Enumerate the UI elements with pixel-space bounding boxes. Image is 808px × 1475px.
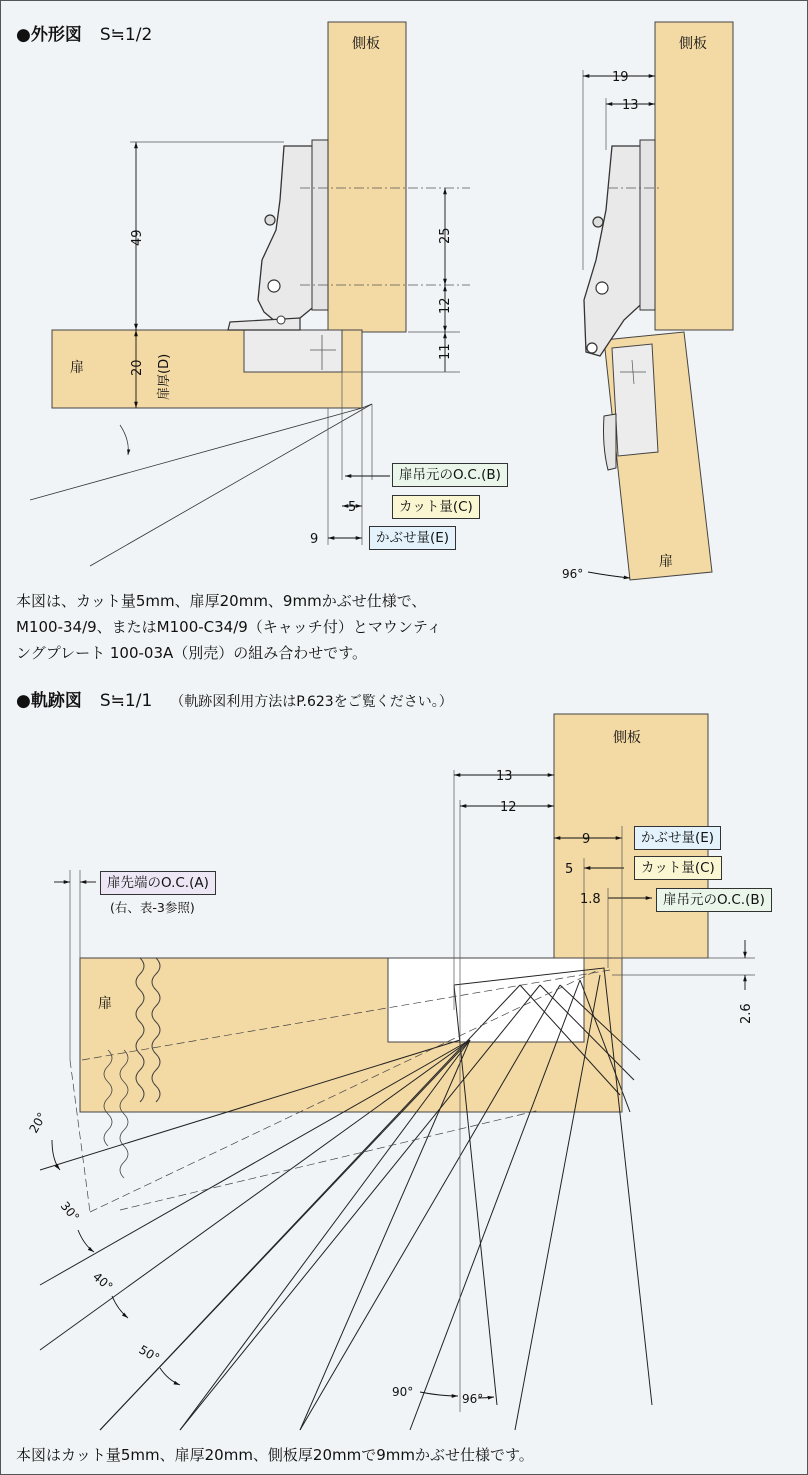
- trace-dim-5: 5: [565, 862, 574, 877]
- dim-9: 9: [310, 532, 319, 547]
- trace-dim-12: 12: [500, 800, 517, 815]
- trace-ref-note: (右、表-3参照): [110, 900, 195, 915]
- angle-90: 90°: [392, 1385, 414, 1399]
- footer-note: 本図はカット量5mm、扉厚20mm、側板厚20mmで9mmかぶせ仕様です。: [16, 1446, 534, 1464]
- trace-dim-9: 9: [582, 832, 591, 847]
- mounting-plate-open: [640, 140, 655, 310]
- side-panel-right: [655, 22, 733, 330]
- trajectory-drawing: [40, 714, 755, 1430]
- angle-96: 96°: [562, 567, 584, 581]
- cup-open: [612, 344, 658, 456]
- tag-oc-b: 扉吊元のO.C.(B): [392, 463, 508, 487]
- trace-tag-oc-b: 扉吊元のO.C.(B): [656, 888, 772, 912]
- tag-cut-c: カット量(C): [392, 495, 480, 519]
- door-label-trace: 扉: [98, 996, 112, 1012]
- description: [16, 588, 442, 666]
- section-outline-heading: [16, 20, 152, 45]
- angle-30: 30°: [57, 1198, 83, 1225]
- door-label-open: 扉: [659, 554, 673, 570]
- angle-96-trace: 96°: [462, 1392, 484, 1406]
- description-line-3: ングプレート 100-03A（別売）の組み合わせです。: [16, 644, 368, 662]
- section-trace-heading: [16, 686, 453, 711]
- cup-cutout: [244, 330, 342, 372]
- dim-12: 12: [438, 297, 453, 314]
- hinge-link: [228, 318, 300, 330]
- trace-tag-cut-c: カット量(C): [634, 856, 722, 880]
- outline-drawing-open: [583, 22, 733, 580]
- section-trace-scale: S≒1/1: [99, 691, 153, 711]
- mounting-plate: [312, 140, 328, 310]
- trace-dim-2-6: 2.6: [739, 1003, 754, 1024]
- angle-40: 40°: [90, 1269, 116, 1294]
- section-trace-note: （軌跡図利用方法はP.623をご覧ください。）: [170, 694, 453, 710]
- trace-tag-cover-e: かぶせ量(E): [634, 826, 721, 850]
- side-panel-label: 側板: [352, 36, 380, 52]
- dim-20: 20: [130, 359, 145, 376]
- description-line-2: M100-34/9、またはM100-C34/9（キャッチ付）とマウンティ: [16, 618, 442, 636]
- side-panel-label-right: 側板: [679, 36, 707, 52]
- side-panel: [328, 22, 406, 332]
- door-thickness-label: 扉厚(D): [157, 353, 172, 400]
- door-label: 扉: [70, 360, 84, 376]
- section-outline-scale: S≒1/2: [99, 25, 153, 45]
- dim-25: 25: [438, 227, 453, 244]
- side-panel-label-trace: 側板: [613, 730, 641, 746]
- dim-13: 13: [622, 98, 639, 113]
- dim-49: 49: [130, 229, 145, 246]
- dim-19: 19: [612, 70, 629, 85]
- dim-11: 11: [438, 343, 453, 360]
- section-outline-title: ●外形図: [16, 25, 82, 45]
- trace-tag-oc-a: 扉先端のO.C.(A): [100, 871, 216, 895]
- trace-dim-13: 13: [496, 769, 513, 784]
- section-trace-title: ●軌跡図: [16, 691, 82, 711]
- description-line-1: 本図は、カット量5mm、扉厚20mm、9mmかぶせ仕様で、: [16, 592, 427, 610]
- catch-pad: [604, 414, 617, 470]
- angle-50: 50°: [136, 1342, 162, 1366]
- angle-20: 20°: [26, 1110, 50, 1136]
- tag-cover-e: かぶせ量(E): [369, 526, 456, 550]
- dim-5: 5: [348, 500, 357, 515]
- trace-dim-1-8: 1.8: [580, 892, 601, 907]
